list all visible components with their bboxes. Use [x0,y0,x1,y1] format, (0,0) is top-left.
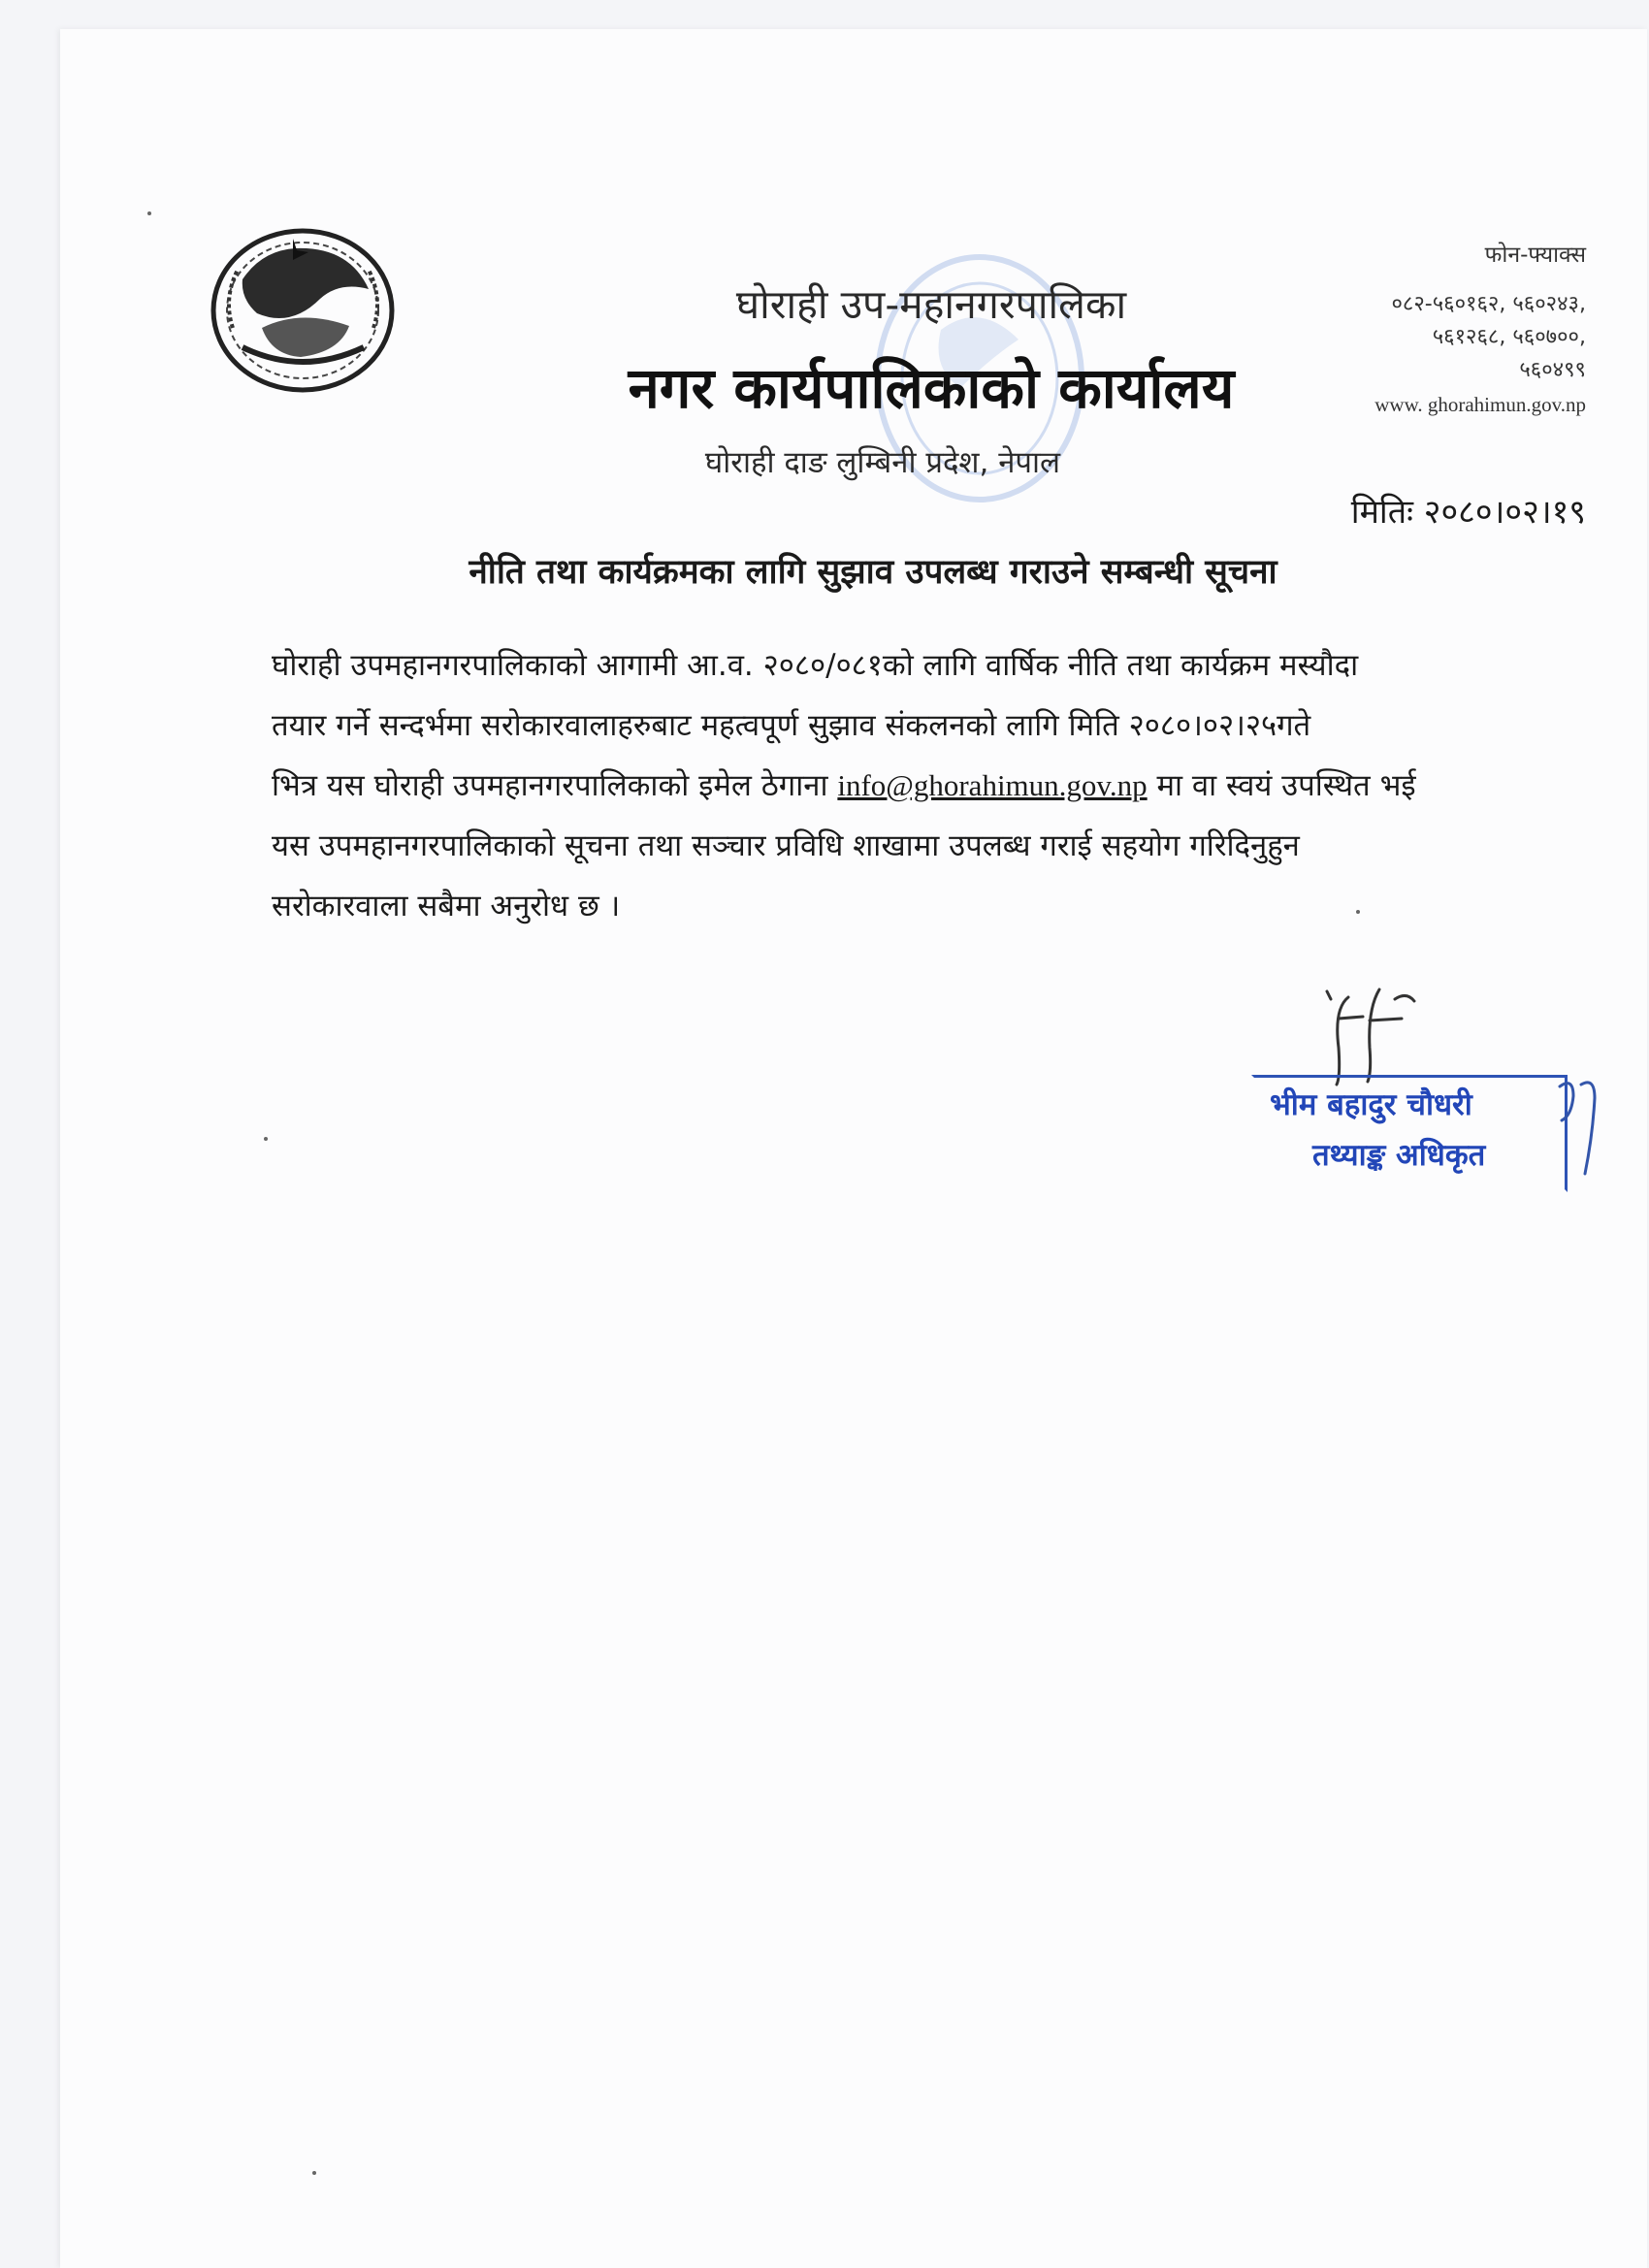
office-address: घोराही दाङ लुम्बिनी प्रदेश, नेपाल [704,445,1061,480]
handwritten-signature [1310,980,1426,1086]
contact-block [1271,238,1586,417]
notice-subject: नीति तथा कार्यक्रमका लागि सुझाव उपलब्ध गराउने सम्बन्धी सूचना [469,553,1277,592]
scan-speck [264,1137,268,1141]
office-name: नगर कार्यपालिकाको कार्यालय [628,355,1235,421]
notice-body [272,635,1591,936]
scan-speck [147,211,151,215]
organization-name: घोराही उप-महानगरपालिका [735,281,1127,328]
phone-number-line: ०८२-५६०१६२, ५६०२४३, [1391,292,1586,316]
body-line: सरोकारवाला सबैमा अनुरोध छ । [272,889,621,923]
nepal-emblem-icon [204,221,403,396]
scan-speck [312,2171,316,2175]
scan-speck [1356,910,1360,914]
official-stamp [1251,1075,1568,1192]
website-text: www. ghorahimun.gov.np [1374,393,1586,416]
body-line: यस उपमहानगरपालिकाको सूचना तथा सञ्चार प्रविधि शाखामा उपलब्ध गराई सहयोग गरिदिनुहुन [272,828,1300,863]
phone-fax-label: फोन-फ्याक्स [1484,243,1586,268]
handwritten-date-mark [1552,1077,1600,1183]
phone-number-line: ५६१२६८, ५६०७००, [1432,325,1586,349]
body-line-start: भित्र यस घोराही उपमहानगरपालिकाको इमेल ठेगाना [272,768,838,803]
body-line: तयार गर्ने सन्दर्भमा सरोकारवालाहरुबाट महत्वपूर्ण सुझाव संकलनको लागि मिति २०८०।०२।२५गते [272,708,1311,743]
stamp-officer-title: तथ्याङ्क अधिकृत [1312,1138,1486,1173]
body-line [272,756,1591,816]
email-link[interactable]: info@ghorahimun.gov.np [837,768,1148,802]
body-line-end: मा वा स्वयं उपस्थित भई [1147,768,1416,803]
document-date: मितिः २०८०।०२।१९ [1350,493,1586,532]
phone-number-line: ५६०४९९ [1519,358,1586,382]
body-line: घोराही उपमहानगरपालिकाको आगामी आ.व. २०८०/०८१को लागि वार्षिक नीति तथा कार्यक्रम मस्यौदा [272,648,1359,683]
stamp-officer-name: भीम बहादुर चौधरी [1270,1087,1472,1122]
